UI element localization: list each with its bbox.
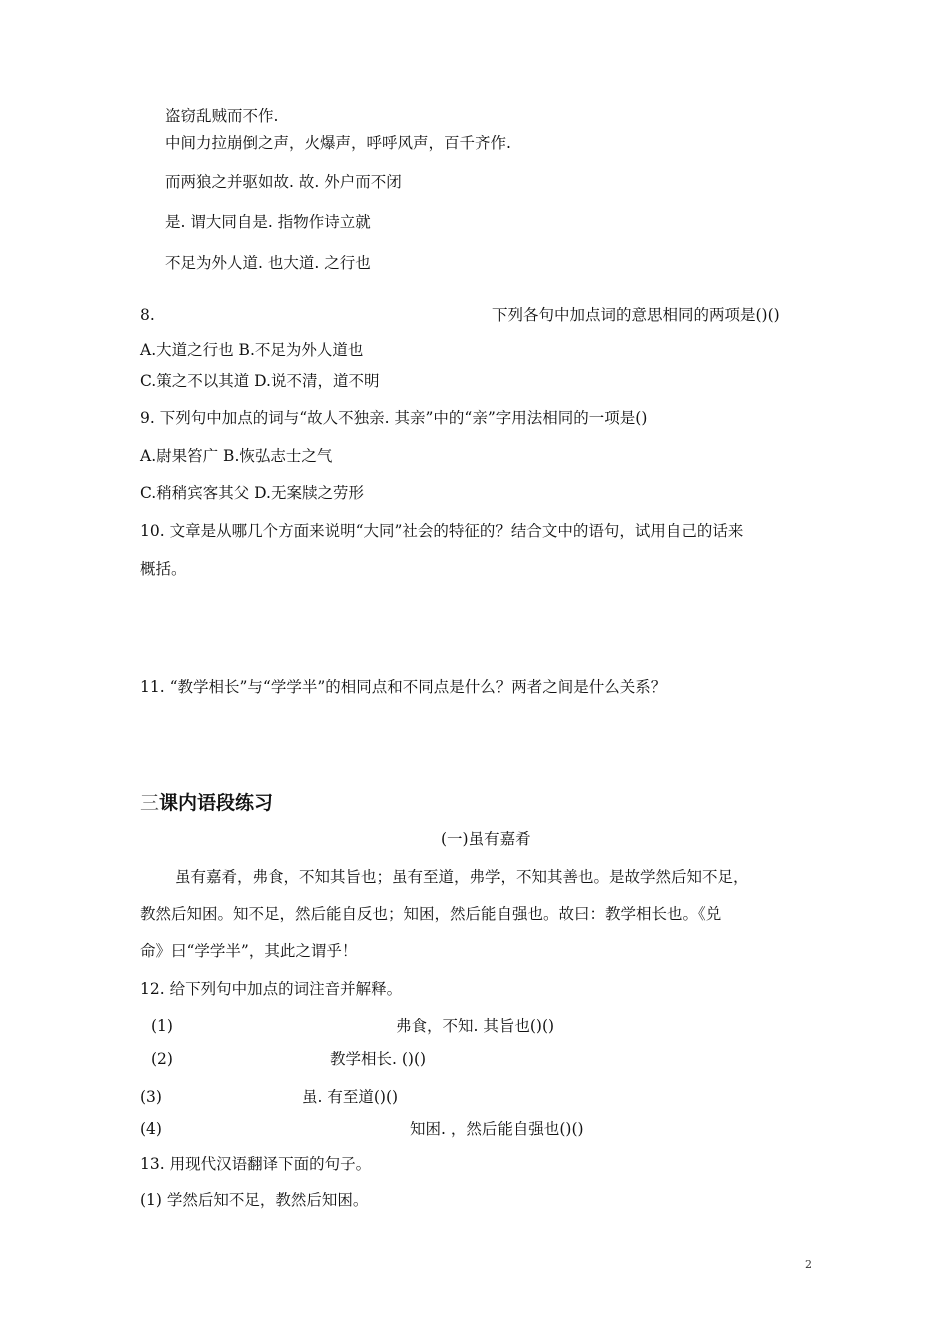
q12-stem: 12. 给下列句中加点的词注音并解释。 [140,980,403,998]
page-number: 2 [805,1258,812,1271]
passage-subtitle: (一)虽有嘉肴 [441,830,531,848]
section-title: 课内语段练习 [159,792,274,814]
passage-line: 教然后知困。知不足，然后能自反也；知困，然后能自强也。故曰：教学相长也。《兑 [140,905,722,923]
q12-item-text: 弗食，不知. 其旨也()() [396,1017,555,1035]
sentence-line: 盗窃乱贼而不作. [165,107,279,125]
sentence-line: 而两狼之并驱如故. 故. 外户而不闭 [165,173,402,191]
q9-stem: 9. 下列句中加点的词与“故人不独亲. 其亲”中的“亲”字用法相同的一项是() [140,409,648,427]
q8-option-line: A.大道之行也 B.不足为外人道也 [140,341,364,359]
q12-item-number: (4) [140,1120,162,1138]
q12-item-number: (2) [151,1050,173,1068]
q11-text: 11. “教学相长”与“学学半”的相同点和不同点是什么？两者之间是什么关系？ [140,678,667,696]
q8-option-line: C.策之不以其道 D.说不清，道不明 [140,372,380,390]
q12-item-text: 虽. 有至道()() [302,1088,399,1106]
sentence-line: 是. 谓大同自是. 指物作诗立就 [165,213,371,231]
q13-stem: 13. 用现代汉语翻译下面的句子。 [140,1155,372,1173]
q10-line: 概括。 [140,560,187,578]
q12-item-number: (1) [151,1017,173,1035]
q10-line: 10. 文章是从哪几个方面来说明“大同”社会的特征的？结合文中的语句，试用自己的话来 [140,522,744,540]
q12-item-text: 教学相长. ()() [330,1050,427,1068]
passage-line: 命》曰“学学半”，其此之谓乎！ [140,942,358,960]
q9-option-line: C.稍稍宾客其父 D.无案牍之劳形 [140,484,364,502]
q13-item: (1) 学然后知不足，教然后知困。 [140,1191,369,1209]
section-heading [140,791,273,815]
sentence-line: 中间力拉崩倒之声，火爆声，呼呼风声，百千齐作. [165,134,511,152]
q8-number: 8. [140,306,155,324]
section-number: 三 [140,792,160,814]
q9-option-line: A.尉果笞广 B.恢弘志士之气 [140,447,333,465]
q12-item-number: (3) [140,1088,162,1106]
passage-line: 虽有嘉肴，弗食，不知其旨也；虽有至道，弗学，不知其善也。是故学然后知不足， [175,868,749,886]
q12-item-text: 知困. ，然后能自强也()() [410,1120,584,1138]
sentence-line: 不足为外人道. 也大道. 之行也 [165,254,371,272]
q8-stem: 下列各句中加点词的意思相同的两项是()() [492,306,780,324]
